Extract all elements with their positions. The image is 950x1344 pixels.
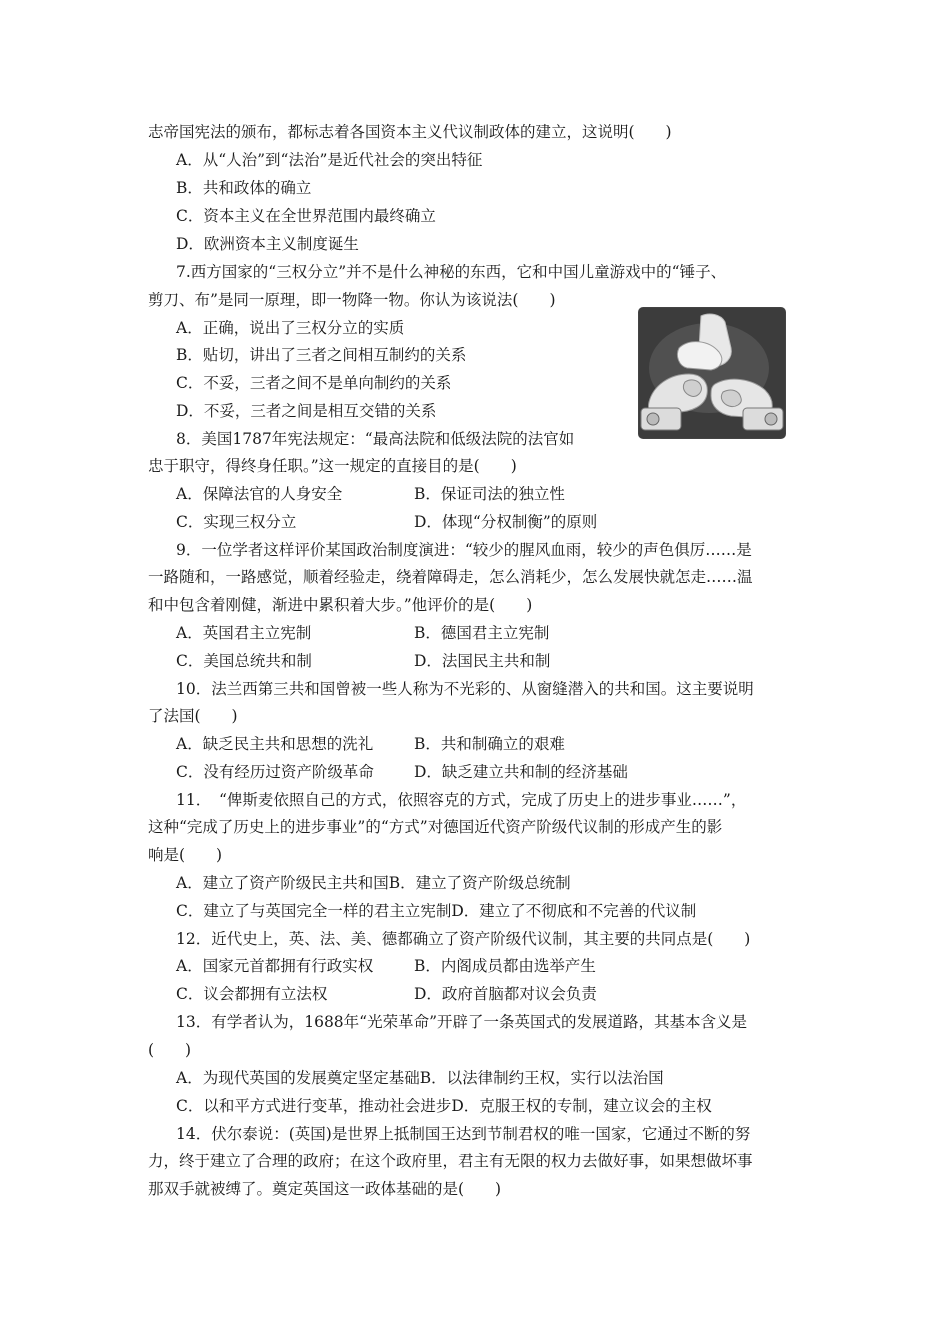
- q6-option-a: A．从“人治”到“法治”是近代社会的突出特征: [176, 151, 483, 169]
- q12-option-b: B．内阁成员都由选举产生: [414, 957, 596, 975]
- q12-option-d: D．政府首脑都对议会负责: [414, 985, 597, 1003]
- q12-option-c: C．议会都拥有立法权: [176, 985, 328, 1003]
- q13-options-cd: C．以和平方式进行变革，推动社会进步D．克服王权的专制，建立议会的主权: [176, 1097, 712, 1115]
- q11-options-cd: C．建立了与英国完全一样的君主立宪制D．建立了不彻底和不完善的代议制: [176, 902, 697, 920]
- q12-option-a: A．国家元首都拥有行政实权: [176, 957, 374, 975]
- q12-stem-line-1: 12．近代史上，英、法、美、德都确立了资产阶级代议制，其主要的共同点是( ): [176, 930, 751, 948]
- q7-stem-line-2: 剪刀、布”是同一原理，即一物降一物。你认为该说法( ): [148, 291, 556, 309]
- q8-stem-line-2: 忠于职守，得终身任职。”这一规定的直接目的是( ): [148, 457, 517, 475]
- q6-option-c: C．资本主义在全世界范围内最终确立: [176, 207, 436, 225]
- q11-stem-line-3: 响是( ): [148, 846, 223, 864]
- q11-stem-line-2: 这种“完成了历史上的进步事业”的“方式”对德国近代资产阶级代议制的形成产生的影: [148, 818, 723, 836]
- rock-paper-scissors-hands-image: [638, 307, 786, 439]
- q13-options-ab: A．为现代英国的发展奠定坚定基础B．以法律制约王权，实行以法治国: [176, 1069, 664, 1087]
- q10-option-a: A．缺乏民主共和思想的洗礼: [176, 735, 374, 753]
- hands-illustration: [639, 308, 785, 438]
- q14-stem-line-2: 力，终于建立了合理的政府；在这个政府里，君主有无限的权力去做好事，如果想做坏事: [148, 1152, 753, 1170]
- question-6-stem-tail: 志帝国宪法的颁布，都标志着各国资本主义代议制政体的建立，这说明( ): [148, 123, 672, 141]
- q10-option-b: B．共和制确立的艰难: [414, 735, 565, 753]
- q8-option-d: D．体现“分权制衡”的原则: [414, 513, 598, 531]
- q13-stem-line-1: 13．有学者认为，1688年“光荣革命”开辟了一条英国式的发展道路，其基本含义是: [176, 1013, 748, 1031]
- q7-option-c: C．不妥，三者之间不是单向制约的关系: [176, 374, 452, 392]
- q10-option-c: C．没有经历过资产阶级革命: [176, 763, 374, 781]
- q14-stem-line-1: 14．伏尔泰说：(英国)是世界上抵制国王达到节制君权的唯一国家，它通过不断的努: [176, 1125, 751, 1143]
- q11-stem-line-1: 11． “俾斯麦依照自己的方式，依照容克的方式，完成了历史上的进步事业……”，: [176, 791, 747, 809]
- q9-stem-line-3: 和中包含着刚健，渐进中累积着大步。”他评价的是( ): [148, 596, 533, 614]
- q6-option-d: D．欧洲资本主义制度诞生: [176, 235, 359, 253]
- q8-stem-line-1: 8．美国1787年宪法规定：“最高法院和低级法院的法官如: [176, 430, 575, 448]
- q9-stem-line-1: 9．一位学者这样评价某国政治制度演进：“较少的腥风血雨，较少的声色俱厉……是: [176, 541, 752, 559]
- q9-option-d: D．法国民主共和制: [414, 652, 551, 670]
- q9-stem-line-2: 一路随和，一路感觉，顺着经验走，绕着障碍走，怎么消耗少，怎么发展快就怎走……温: [148, 568, 753, 586]
- q8-option-c: C．实现三权分立: [176, 513, 297, 531]
- q9-option-c: C．美国总统共和制: [176, 652, 312, 670]
- q10-stem-line-1: 10．法兰西第三共和国曾被一些人称为不光彩的、从窗缝潜入的共和国。这主要说明: [176, 680, 754, 698]
- q13-stem-line-2: ( ): [148, 1041, 192, 1059]
- q7-option-a: A．正确，说出了三权分立的实质: [176, 319, 405, 337]
- q11-options-ab: A．建立了资产阶级民主共和国B．建立了资产阶级总统制: [176, 874, 571, 892]
- q10-option-d: D．缺乏建立共和制的经济基础: [414, 763, 628, 781]
- q7-option-d: D．不妥，三者之间是相互交错的关系: [176, 402, 437, 420]
- q10-stem-line-2: 了法国( ): [148, 707, 238, 725]
- q7-option-b: B．贴切，讲出了三者之间相互制约的关系: [176, 346, 467, 364]
- q8-option-b: B．保证司法的独立性: [414, 485, 565, 503]
- q14-stem-line-3: 那双手就被缚了。奠定英国这一政体基础的是( ): [148, 1180, 502, 1198]
- q8-option-a: A．保障法官的人身安全: [176, 485, 343, 503]
- q9-option-a: A．英国君主立宪制: [176, 624, 312, 642]
- q7-stem-line-1: 7.西方国家的“三权分立”并不是什么神秘的东西，它和中国儿童游戏中的“锤子、: [176, 263, 727, 281]
- q9-option-b: B．德国君主立宪制: [414, 624, 550, 642]
- q6-option-b: B．共和政体的确立: [176, 179, 312, 197]
